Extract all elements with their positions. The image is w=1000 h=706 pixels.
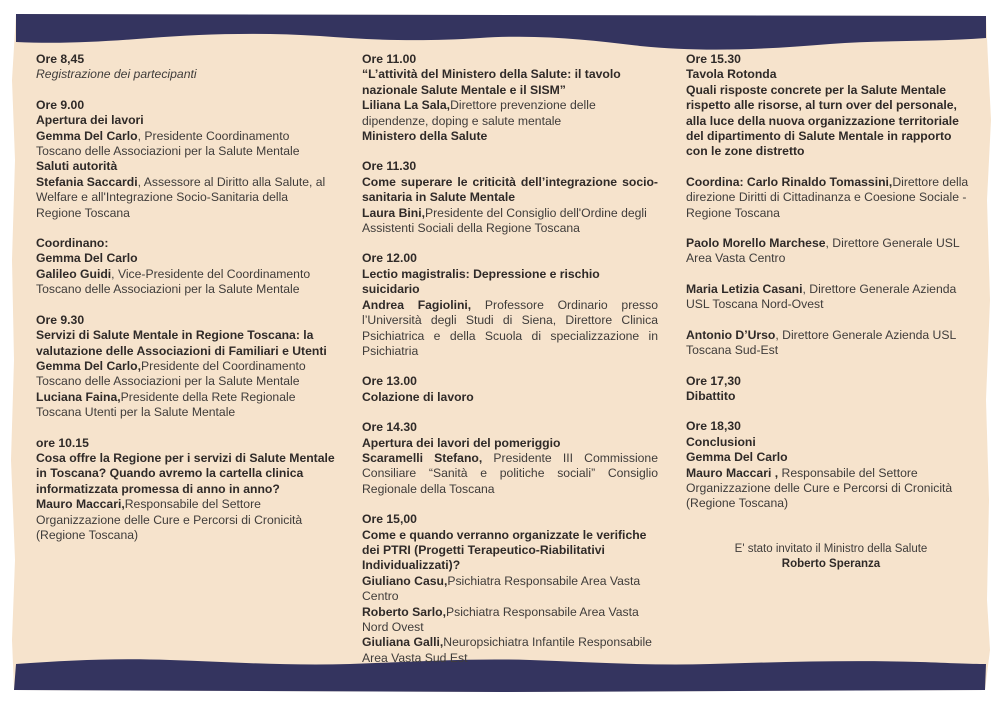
session-1830 [686,419,976,511]
session-1730 [686,374,976,405]
invitation-text: E' stato invitato il Ministro della Salute [734,542,928,555]
session-title: Colazione di lavoro [362,389,474,404]
round-table-speaker [686,236,976,267]
session-1300 [362,374,658,405]
speaker: Gemma Del Carlo,Presidente del Coordinamento Toscano delle Associazioni per la Salute Mentale [36,358,306,389]
session-time: Ore 15,00 [362,512,417,527]
speaker: Scaramelli Stefano, Presidente III Commissione Consiliare “Sanità e politiche sociali” Consiglio Regionale della Toscana [362,450,658,496]
invitation-note [686,542,976,573]
session-time: ore 10.15 [36,435,89,450]
session-subtitle: Saluti autorità [36,159,118,174]
speaker: Andrea Fagiolini, Professore Ordinario presso l’Università degli Studi di Siena, Direttore Clinica Psichiatrica e della Scuola di specializzazione in Psichiatria [362,297,658,358]
session-time: Ore 18,30 [686,419,741,434]
speaker: Luciana Faina,Presidente della Rete Regionale Toscana Utenti per la Salute Mentale [36,389,296,420]
session-title: Dibattito [686,388,736,403]
session-text: Registrazione dei partecipanti [36,67,197,82]
session-time: Ore 8,45 [36,52,85,66]
session-time: Ore 12.00 [362,251,417,266]
session-1500 [362,512,658,666]
speaker: Laura Bini,Presidente del Consiglio dell'Ordine degli Assistenti Sociali della Regione Toscana [362,205,647,236]
session-1100 [362,52,658,144]
invited-name: Roberto Speranza [781,558,881,571]
session-time: Ore 15.30 [686,52,741,66]
speaker-name: Gemma Del Carlo [36,251,138,266]
session-time: Ore 9.30 [36,312,85,327]
speaker: Mauro Maccari , Responsabile del Settore Organizzazione delle Cure e Percorsi di Cronicità (Regione Toscana) [686,465,953,511]
session-title: Servizi di Salute Mentale in Regione Toscana: la valutazione delle Associazioni di Familiari e Utenti [36,328,327,358]
session-opening [36,98,336,221]
session-time: Ore 11.30 [362,159,417,174]
speaker: Liliana La Sala,Direttore prevenzione delle dipendenze, doping e salute mentale [362,98,596,128]
round-table-question: Quali risposte concrete per la Salute Mentale rispetto alle risorse, al turn over del personale, alla luce della nuova organizzazione territoriale del dipartimento di Salute Mentale in rapporto con le zone distretto [686,82,959,159]
session-1015 [36,436,336,544]
speaker: Galileo Guidi, Vice-Presidente del Coordinamento Toscano delle Associazioni per la Salute Mentale [36,266,311,297]
session-title: Apertura dei lavori del pomeriggio [362,435,561,450]
round-table-speaker [686,328,976,359]
session-1430 [362,420,658,497]
speaker: Coordina: Carlo Rinaldo Tomassini,Direttore della direzione Diritti di Cittadinanza e Coesione Sociale - Regione Toscana [686,174,969,220]
speaker: Gemma Del Carlo, Presidente Coordinamento Toscano delle Associazioni per la Salute Mentale [36,128,300,159]
session-title: Apertura dei lavori [36,113,144,128]
session-time: Ore 11.00 [362,52,417,66]
speaker: Paolo Morello Marchese, Direttore Generale USL Area Vasta Centro [686,236,960,266]
session-time: Ore 17,30 [686,373,741,388]
session-1530 [686,52,976,160]
session-title: Conclusioni [686,434,756,449]
session-title: Cosa offre la Regione per i servizi di Salute Mentale in Toscana? Quando avremo la cartella clinica informatizzata promessa di anno in anno? [36,450,335,496]
session-coordinators [36,236,336,298]
session-time: Ore 9.00 [36,97,85,112]
session-title: Come e quando verranno organizzate le verifiche dei PTRI (Progetti Terapeutico-Riabilitativi Individualizzati)? [362,527,647,573]
speaker: Giuliana Galli,Neuropsichiatra Infantile Responsabile Area Vasta Sud Est [362,635,652,665]
speaker: Mauro Maccari,Responsabile del Settore Organizzazione delle Cure e Percorsi di Cronicità (Regione Toscana) [36,497,303,542]
speaker-organization: Ministero della Salute [362,129,488,144]
column-middle [362,52,658,681]
speaker: Roberto Sarlo,Psichiatra Responsabile Area Vasta Nord Ovest [362,604,639,634]
speaker-name: Gemma Del Carlo [686,450,788,465]
session-930 [36,313,336,421]
coordinators-label: Coordinano: [36,236,109,251]
speaker: Antonio D’Urso, Direttore Generale Azienda USL Toscana Sud-Est [686,327,956,358]
session-time: Ore 14.30 [362,420,417,435]
round-table-coordinator [686,175,976,221]
speaker: Stefania Saccardi, Assessore al Diritto alla Salute, al Welfare e all'Integrazione Socio-Sanitaria della Regione Toscana [36,174,326,220]
column-left [36,52,336,558]
session-title: Lectio magistralis: Depressione e rischio suicidario [362,266,600,297]
speaker: Giuliano Casu,Psichiatra Responsabile Area Vasta Centro [362,573,641,604]
session-time: Ore 13.00 [362,374,417,389]
column-right [686,52,976,573]
speaker: Maria Letizia Casani, Direttore Generale Azienda USL Toscana Nord-Ovest [686,281,957,312]
round-table-speaker [686,282,976,313]
session-title: “L’attività del Ministero della Salute: il tavolo nazionale Salute Mentale e il SISM” [362,67,621,97]
session-title: Tavola Rotonda [686,67,777,82]
session-1200 [362,251,658,359]
session-1130 [362,159,658,236]
session-title: Come superare le criticità dell’integrazione socio-sanitaria in Salute Mentale [362,174,658,205]
session-registration [36,52,336,83]
